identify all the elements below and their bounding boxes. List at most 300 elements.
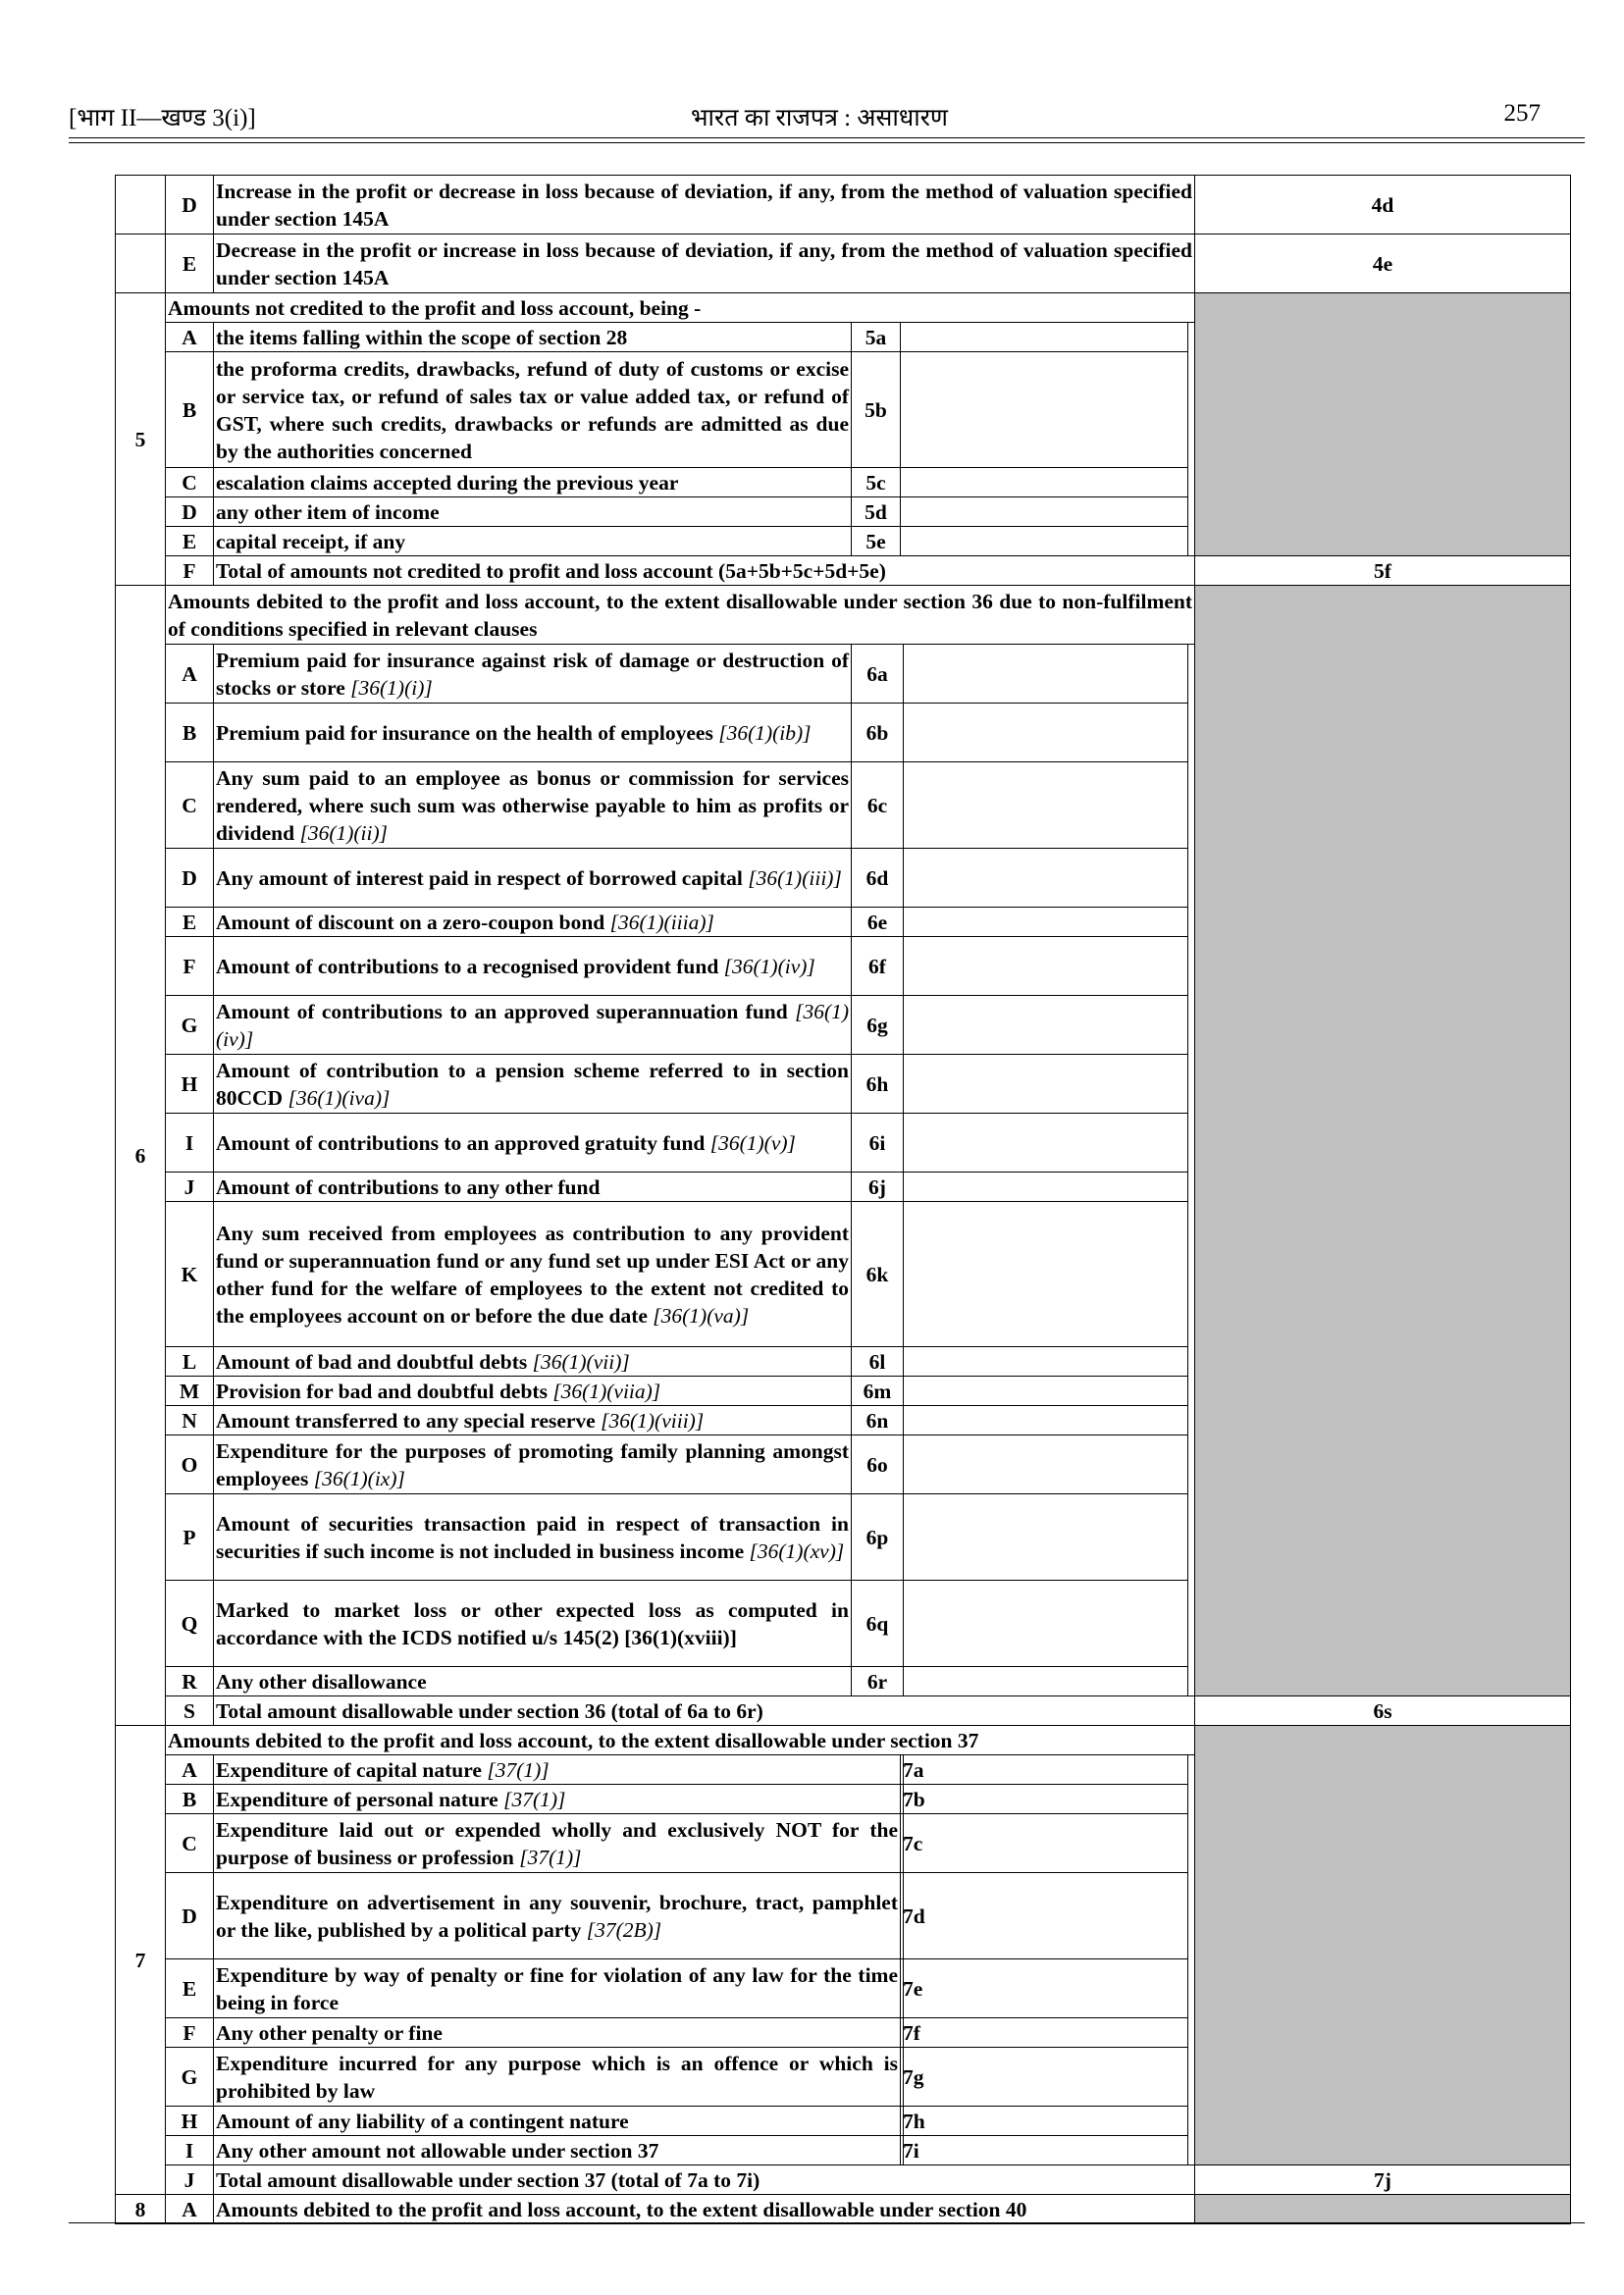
item-letter (166, 1873, 214, 1959)
item-description (214, 1581, 852, 1667)
item-value (904, 1055, 1188, 1114)
description-text: Amount of securities transaction paid in respect of transaction in securities if such income is not included in business income (216, 1511, 849, 1563)
item-letter-text: N (182, 1408, 197, 1433)
item-code-text: 6n (865, 1408, 889, 1433)
item-description (214, 1114, 852, 1173)
section-number-text: 6 (134, 1143, 146, 1168)
item-code-text: 7f (903, 2020, 920, 2045)
item-value (901, 527, 1188, 556)
item-letter (166, 2018, 214, 2048)
section-number (116, 586, 166, 1726)
item-value (904, 762, 1188, 849)
item-letter (166, 1055, 214, 1114)
item-letter-text: L (182, 1349, 197, 1374)
item-description (214, 497, 852, 527)
description-text: Expenditure for the purposes of promoting family planning amongst employees (216, 1438, 849, 1490)
item-letter (166, 2048, 214, 2107)
header-title: भारत का राजपत्र : असाधारण (690, 105, 949, 131)
item-description (214, 2195, 1195, 2224)
item-value (904, 1785, 1188, 1814)
item-letter-text: A (182, 325, 197, 349)
item-letter (166, 1959, 214, 2018)
item-code (852, 1055, 904, 1114)
description-text: Decrease in the profit or increase in loss because of deviation, if any, from the method of valuation specified under section 145A (216, 237, 1193, 289)
item-code-text: 7a (903, 1757, 924, 1782)
item-value (904, 645, 1188, 704)
section-reference: [36(1)(ii)] (299, 820, 389, 845)
item-letter-text: I (184, 1130, 194, 1155)
item-code (901, 1755, 924, 1785)
description-text: Expenditure of capital nature (216, 1757, 482, 1782)
item-value (904, 1755, 1188, 1785)
item-letter-text: D (182, 1904, 197, 1928)
item-letter-text: D (182, 865, 197, 890)
section-reference: [37(1)] (503, 1787, 566, 1811)
item-description (214, 2165, 1195, 2195)
item-code (852, 323, 901, 352)
section-heading-text: Amounts debited to the profit and loss account, to the extent disallowable under section 36 due to non-fulfilment of conditions specified in relevant clauses (168, 589, 1193, 641)
section-reference: [36(1)(iv)] (723, 954, 815, 978)
description-text: Amount of contribution to a pension scheme referred to in section 80CCD (216, 1058, 849, 1110)
item-letter-text: E (182, 251, 197, 276)
header-rule (69, 142, 1585, 143)
item-letter (166, 908, 214, 937)
item-code-text: 7c (903, 1831, 923, 1855)
item-code (852, 762, 904, 849)
item-code (852, 1377, 904, 1406)
item-letter (166, 352, 214, 468)
item-code (852, 1581, 904, 1667)
item-code (852, 468, 901, 497)
item-value (901, 468, 1188, 497)
section-reference: [36(1)(xv)] (749, 1539, 845, 1563)
section-number (116, 2195, 166, 2224)
item-description (214, 645, 852, 704)
description-text: Any other amount not allowable under section 37 (216, 2138, 659, 2163)
item-letter (166, 1667, 214, 1696)
item-letter (166, 2136, 214, 2165)
item-letter-text: G (181, 1013, 198, 1037)
item-letter (166, 1581, 214, 1667)
section-reference: [36(1)(viii)] (601, 1408, 705, 1433)
blank-number (116, 235, 166, 293)
item-description (214, 1667, 852, 1696)
section-heading-text: Amounts not credited to the profit and loss account, being - (168, 295, 702, 320)
item-description (214, 235, 1195, 293)
item-description (214, 1814, 901, 1873)
description-text: Expenditure of personal nature (216, 1787, 498, 1811)
section-heading (166, 586, 1195, 645)
item-letter-text: C (182, 470, 197, 495)
item-letter (166, 1173, 214, 1202)
section-reference: [36(1)(v)] (709, 1130, 796, 1155)
section-reference: [36(1)(ix)] (313, 1466, 405, 1490)
footer-rule (69, 2222, 1585, 2223)
description-text: Amount of contributions to an approved gratuity fund (216, 1130, 706, 1155)
description-text: Marked to market loss or other expected loss as computed in accordance with the ICDS notified u/s 145(2) [36(1)(xviii)] (216, 1597, 849, 1649)
item-code-text: 6c (866, 793, 888, 817)
item-description (214, 2136, 901, 2165)
description-text: Any other penalty or fine (216, 2020, 443, 2045)
item-code-text: 4d (1371, 192, 1394, 217)
item-description (214, 849, 852, 908)
item-letter-text: A (182, 2197, 197, 2221)
section-reference: [36(1)(iii)] (748, 865, 842, 890)
item-letter-text: H (181, 1071, 198, 1096)
item-value (904, 1114, 1188, 1173)
item-description (214, 1494, 852, 1581)
item-description (214, 1959, 901, 2018)
item-code (852, 1173, 904, 1202)
item-value (904, 1202, 1188, 1347)
item-code-text: 6g (866, 1013, 888, 1037)
section-reference: [37(2B)] (586, 1917, 662, 1942)
item-value (904, 1347, 1188, 1377)
item-letter (166, 1114, 214, 1173)
item-value (904, 2136, 1188, 2165)
item-code (852, 352, 901, 468)
item-code (901, 2018, 920, 2048)
item-code-text: 6j (868, 1174, 886, 1199)
section-row (116, 2195, 1571, 2224)
item-description (214, 1435, 852, 1494)
item-value (904, 2107, 1188, 2136)
description-text: Any sum received from employees as contribution to any provident fund or superannuation fund or any fund set up under ESI Act or any other fund for the welfare of employees to the extent not credited to the employees account on or before the due date (216, 1221, 849, 1328)
item-letter (166, 235, 214, 293)
item-value (904, 1959, 1188, 2018)
total-code-text: 6s (1373, 1698, 1392, 1723)
item-letter-text: E (182, 529, 197, 553)
item-letter (166, 849, 214, 908)
item-letter-text: G (181, 2064, 198, 2089)
item-value (904, 1873, 1188, 1959)
item-letter-text: J (183, 2167, 195, 2192)
item-letter (166, 1377, 214, 1406)
description-text: Total amount disallowable under section 37 (total of 7a to 7i) (216, 2167, 760, 2192)
item-value (904, 1494, 1188, 1581)
item-code (852, 1347, 904, 1377)
section-reference: [37(1)] (487, 1757, 550, 1782)
description-text: Expenditure by way of penalty or fine for violation of any law for the time being in force (216, 1962, 898, 2014)
description-text: Any other disallowance (216, 1669, 427, 1694)
item-description (214, 1406, 852, 1435)
item-code-text: 6p (865, 1525, 889, 1549)
item-letter (166, 323, 214, 352)
description-text: Amount of any liability of a contingent nature (216, 2109, 629, 2133)
item-letter-text: F (183, 2020, 196, 2045)
item-code-text: 7g (903, 2064, 924, 2089)
item-description (214, 937, 852, 996)
description-text: the proforma credits, drawbacks, refund of duty of customs or excise or service tax, or refund of sales tax or value added tax, or refund of GST, where such credits, drawbacks or refunds are admitted as due by the authorities concerned (216, 356, 849, 463)
item-letter (166, 1785, 214, 1814)
item-letter (166, 996, 214, 1055)
description-text: Amount of contributions to any other fund (216, 1174, 601, 1199)
item-letter-text: B (182, 397, 197, 422)
total-row (116, 1696, 1571, 1726)
item-code (852, 1202, 904, 1347)
item-value (901, 497, 1188, 527)
item-letter-text: D (182, 192, 197, 217)
description-text: capital receipt, if any (216, 529, 406, 553)
description-text: Expenditure on advertisement in any souvenir, brochure, tract, pamphlet or the like, published by a political party (216, 1890, 898, 1942)
item-value (904, 704, 1188, 762)
item-letter-text: P (183, 1525, 196, 1549)
item-description (214, 1696, 1195, 1726)
section-number-text: 7 (134, 1948, 146, 1972)
item-description (214, 2018, 901, 2048)
item-letter (166, 2107, 214, 2136)
item-code-text: 6k (865, 1262, 889, 1286)
description-text: Premium paid for insurance on the health of employees (216, 720, 713, 745)
item-letter-text: E (182, 910, 197, 934)
item-description (214, 1202, 852, 1347)
description-text: Amount of contributions to a recognised provident fund (216, 954, 719, 978)
item-code-text: 7d (903, 1904, 925, 1928)
item-code (852, 908, 904, 937)
section-row (116, 1726, 1571, 1755)
item-letter-text: I (184, 2138, 194, 2163)
description-text: Amount transferred to any special reserve (216, 1408, 596, 1433)
item-letter (166, 556, 214, 586)
section-reference: [36(1)(i)] (350, 675, 433, 700)
item-code-text: 6q (865, 1611, 889, 1636)
item-description (214, 1873, 901, 1959)
item-letter-text: A (182, 1757, 197, 1782)
item-description (214, 1755, 901, 1785)
item-code (901, 1785, 925, 1814)
item-letter (166, 1202, 214, 1347)
item-description (214, 323, 852, 352)
item-letter-text: O (181, 1452, 198, 1477)
item-code-text: 6i (868, 1130, 886, 1155)
item-letter (166, 1494, 214, 1581)
description-text: Any sum paid to an employee as bonus or commission for services rendered, where such sum was otherwise payable to him as profits or dividend (216, 765, 849, 845)
item-value (904, 1435, 1188, 1494)
item-code (852, 849, 904, 908)
item-code (852, 1435, 904, 1494)
item-letter (166, 1755, 214, 1785)
item-description (214, 2107, 901, 2136)
item-letter (166, 2195, 214, 2224)
item-letter-text: B (182, 1787, 197, 1811)
item-code (852, 497, 901, 527)
item-code-text: 7i (903, 2138, 919, 2163)
item-code-text: 6e (866, 910, 888, 934)
item-code (901, 2136, 919, 2165)
item-description (214, 468, 852, 497)
item-code-text: 7h (903, 2109, 925, 2133)
total-row (116, 2165, 1571, 2195)
item-code-text: 6a (866, 661, 888, 686)
description-text: Total amount disallowable under section 36 (total of 6a to 6r) (216, 1698, 763, 1723)
total-row (116, 556, 1571, 586)
page-number: 257 (1503, 100, 1541, 127)
item-value (901, 323, 1188, 352)
item-value (904, 1173, 1188, 1202)
item-letter (166, 2165, 214, 2195)
description-text: Total of amounts not credited to profit and loss account (5a+5b+5c+5d+5e) (216, 558, 886, 583)
section-heading-text: Amounts debited to the profit and loss account, to the extent disallowable under section 37 (168, 1728, 979, 1752)
item-code-text: 7e (903, 1976, 923, 2001)
item-letter-text: K (181, 1262, 198, 1286)
item-code-text: 6r (866, 1669, 888, 1694)
item-letter (166, 1435, 214, 1494)
item-description (214, 908, 852, 937)
item-value (904, 849, 1188, 908)
item-code (852, 645, 904, 704)
page-header (69, 100, 1570, 135)
item-code-text: 5d (864, 499, 887, 524)
item-letter (166, 497, 214, 527)
item-code-text: 5b (864, 397, 887, 422)
item-code (852, 1667, 904, 1696)
item-description (214, 1055, 852, 1114)
item-letter-text: F (183, 558, 196, 583)
item-letter-text: C (182, 793, 197, 817)
item-code (1195, 235, 1571, 293)
total-code-text: 7j (1374, 2167, 1391, 2192)
item-letter (166, 176, 214, 235)
item-code (852, 1494, 904, 1581)
section-reference: [36(1)(ib)] (718, 720, 812, 745)
item-description (214, 527, 852, 556)
item-description (214, 762, 852, 849)
section-row (116, 586, 1571, 645)
item-code (852, 527, 901, 556)
item-code-text: 6m (863, 1379, 892, 1403)
item-code-text: 5a (864, 325, 887, 349)
item-value (904, 1406, 1188, 1435)
item-code (852, 937, 904, 996)
description-text: Premium paid for insurance against risk of damage or destruction of stocks or store (216, 648, 849, 700)
description-text: Amount of discount on a zero-coupon bond (216, 910, 605, 934)
section-reference: [36(1)(iiia)] (609, 910, 714, 934)
item-code (901, 2107, 925, 2136)
item-letter-text: J (183, 1174, 195, 1199)
item-description (214, 176, 1195, 235)
item-code-text: 5c (865, 470, 886, 495)
section-reference: [37(1)] (519, 1845, 582, 1869)
header-part: [भाग II—खण्ड 3(i)] (69, 105, 256, 131)
item-code-text: 7b (903, 1787, 925, 1811)
total-code (1195, 2165, 1571, 2195)
item-letter-text: D (182, 499, 197, 524)
itr-schedule-table (115, 175, 1571, 2224)
item-letter (166, 645, 214, 704)
item-description (214, 352, 852, 468)
item-value (901, 352, 1188, 468)
description-text: Amount of contributions to an approved superannuation fund (216, 999, 788, 1023)
item-code-text: 6f (868, 954, 886, 978)
header-rule (69, 137, 1585, 138)
item-row (116, 176, 1571, 235)
item-value (904, 1814, 1188, 1873)
item-letter (166, 1696, 214, 1726)
item-value (904, 2048, 1188, 2107)
section-heading (166, 1726, 1195, 1755)
item-value (904, 1377, 1188, 1406)
section-reference: [36(1)(iva)] (288, 1085, 391, 1110)
section-number (116, 1726, 166, 2195)
section-number (116, 293, 166, 586)
item-code-text: 4e (1372, 251, 1393, 276)
section-reference: [36(1)(iv)] (216, 999, 850, 1051)
section-number-text: 8 (134, 2197, 146, 2221)
item-letter (166, 1347, 214, 1377)
item-code-text: 5e (865, 529, 886, 553)
item-description (214, 1785, 901, 1814)
item-code (852, 704, 904, 762)
item-description (214, 1347, 852, 1377)
total-code-text: 5f (1374, 558, 1391, 583)
total-code (1195, 556, 1571, 586)
description-text: Provision for bad and doubtful debts (216, 1379, 548, 1403)
description-text: Increase in the profit or decrease in loss because of deviation, if any, from the method of valuation specified under section 145A (216, 179, 1193, 231)
description-text: any other item of income (216, 499, 440, 524)
item-description (214, 704, 852, 762)
description-text: Expenditure laid out or expended wholly and exclusively NOT for the purpose of business or profession (216, 1817, 898, 1869)
item-letter-text: C (182, 1831, 197, 1855)
section-number-text: 5 (134, 427, 146, 451)
item-value (904, 1667, 1188, 1696)
blank-number (116, 176, 166, 235)
item-letter (166, 468, 214, 497)
item-value (904, 1581, 1188, 1667)
item-code (852, 1406, 904, 1435)
section-reference: [36(1)(vii)] (532, 1349, 630, 1374)
item-value (904, 937, 1188, 996)
item-code-text: 6d (865, 865, 889, 890)
item-description (214, 2048, 901, 2107)
item-code-text: 6b (865, 720, 889, 745)
description-text: Amounts debited to the profit and loss account, to the extent disallowable under section 40 (216, 2197, 1027, 2221)
item-letter-text: B (182, 720, 197, 745)
section-reference: [36(1)(va)] (653, 1303, 750, 1328)
item-letter (166, 937, 214, 996)
description-text: Expenditure incurred for any purpose which is an offence or which is prohibited by law (216, 2051, 898, 2103)
item-description (214, 556, 1195, 586)
item-code (1195, 176, 1571, 235)
item-letter (166, 1814, 214, 1873)
shaded-block (1195, 586, 1571, 1696)
shaded-block (1195, 2195, 1571, 2224)
item-letter-text: R (182, 1669, 197, 1694)
item-letter (166, 527, 214, 556)
item-letter-text: E (182, 1976, 197, 2001)
item-code (852, 996, 904, 1055)
item-code-text: 6o (866, 1452, 888, 1477)
item-letter-text: Q (181, 1611, 198, 1636)
item-value (904, 996, 1188, 1055)
section-heading (166, 293, 1195, 323)
total-code (1195, 1696, 1571, 1726)
description-text: Any amount of interest paid in respect of borrowed capital (216, 865, 743, 890)
item-value (904, 908, 1188, 937)
item-letter-text: F (183, 954, 196, 978)
item-letter-text: M (179, 1379, 200, 1403)
shaded-block (1195, 1726, 1571, 2165)
item-code-text: 6h (865, 1071, 889, 1096)
item-description (214, 1173, 852, 1202)
item-value (904, 2018, 1188, 2048)
item-description (214, 996, 852, 1055)
shaded-block (1195, 293, 1571, 556)
item-row (116, 235, 1571, 293)
description-text: Amount of bad and doubtful debts (216, 1349, 528, 1374)
description-text: the items falling within the scope of section 28 (216, 325, 628, 349)
item-code-text: 6l (868, 1349, 886, 1374)
description-text: escalation claims accepted during the previous year (216, 470, 679, 495)
